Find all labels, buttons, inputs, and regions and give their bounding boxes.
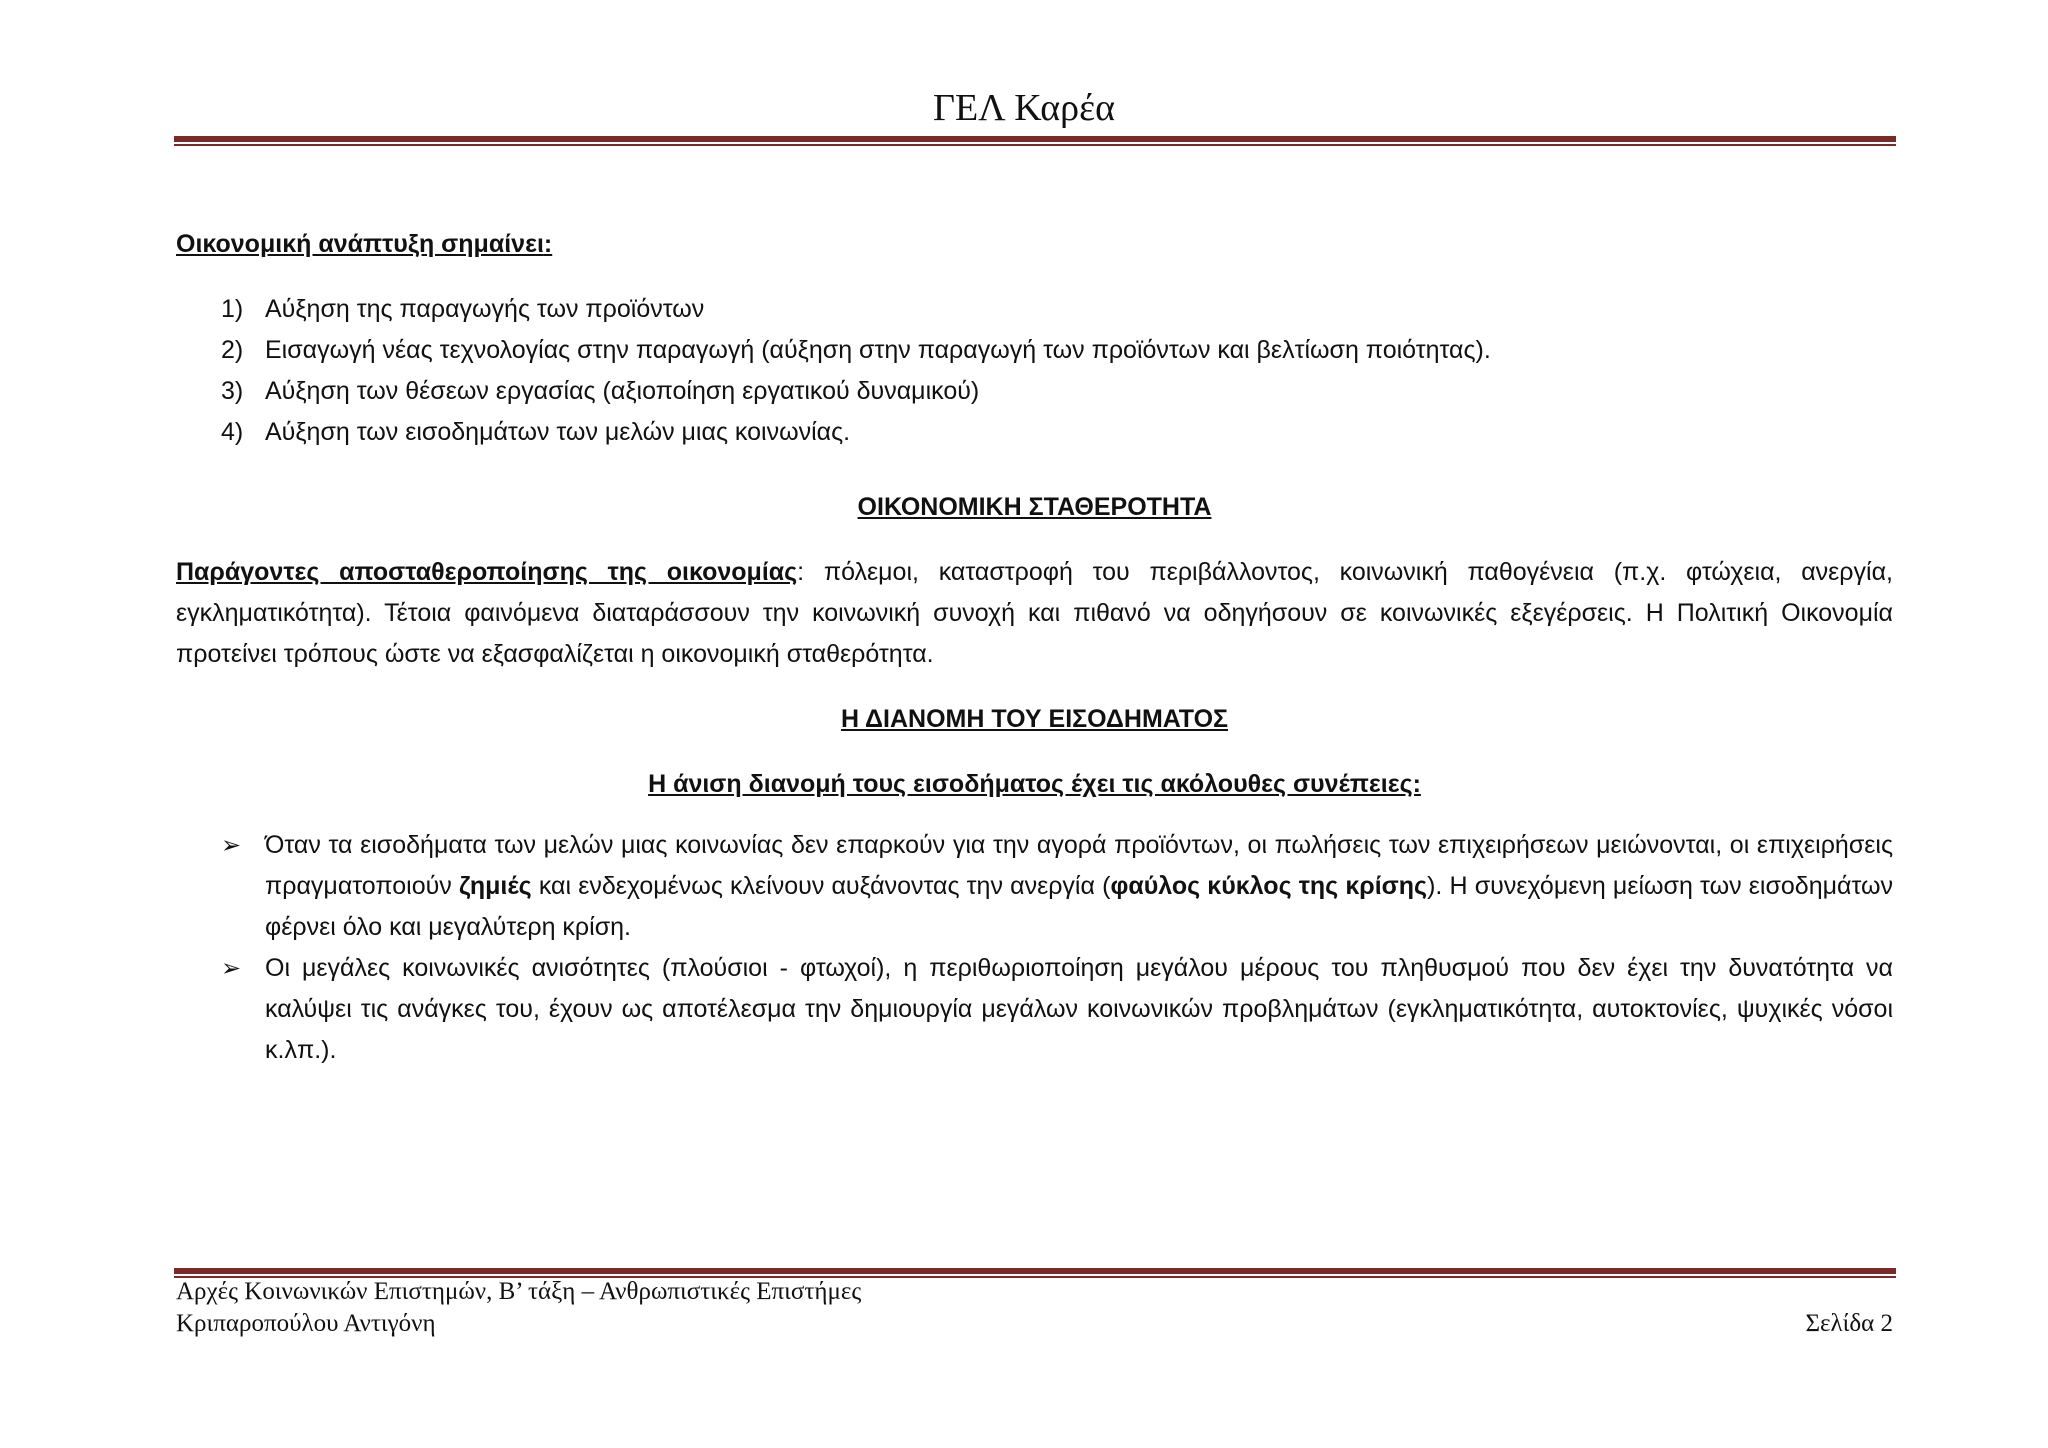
list-number: 3): [221, 377, 244, 405]
section-subheading-consequences: Η άνιση διανομή τους εισοδήματος έχει τις ακόλουθες συνέπειες:: [648, 770, 1421, 798]
list-item: ➢ Όταν τα εισοδήματα των μελών μιας κοινωνίας δεν επαρκούν για την αγορά προϊόντων, οι πωλήσεις των επιχειρήσεων μειώνονται, οι επιχειρήσεις πραγματοποιούν ζημιές και ενδεχομένως κλείνουν αυξάνοντας την ανεργία (φαύλος κύκλος της κρίσης). Η συνεχόμενη μείωση των εισοδημάτων φέρνει όλο και μεγαλύτερη κρίση.: [176, 825, 1893, 948]
list-item: [176, 330, 1893, 371]
page-number: Σελίδα 2: [1805, 1310, 1893, 1337]
list-item: ➢ Οι μεγάλες κοινωνικές ανισότητες (πλούσιοι - φτωχοί), η περιθωριοποίηση μεγάλου μέρους του πληθυσμού που δεν έχει την δυνατότητα να καλύψει τις ανάγκες του, έχουν ως αποτέλεσμα την δημιουργία μεγάλων κοινωνικών προβλημάτων (εγκληματικότητα, αυτοκτονίες, ψυχικές νόσοι κ.λπ.).: [176, 948, 1893, 1071]
header-title: ΓΕΛ Καρέα: [932, 87, 1116, 129]
header-rule: [174, 136, 1896, 146]
section-heading-economic-growth: Οικονομική ανάπτυξη σημαίνει:: [176, 230, 553, 258]
section-heading-economic-stability: ΟΙΚΟΝΟΜΙΚΗ ΣΤΑΘΕΡΟΤΗΤΑ: [857, 493, 1212, 521]
arrow-bullet-icon: ➢: [221, 955, 242, 982]
page-footer: [176, 1276, 1893, 1340]
growth-list: [176, 289, 1893, 453]
consequences-list: [176, 825, 1893, 1071]
list-number: 4): [221, 418, 244, 446]
list-text: Αύξηση των εισοδημάτων των μελών μιας κοινωνίας.: [265, 418, 851, 446]
list-item: [176, 371, 1893, 412]
list-text: Αύξηση της παραγωγής των προϊόντων: [265, 295, 705, 323]
list-item: [176, 289, 1893, 330]
page-content: [176, 224, 1893, 1071]
stability-body: : πόλεμοι, καταστροφή του περιβάλλοντος, κοινωνική παθογένεια (π.χ. φτώχεια, ανεργία, εγκληματικότητα). Τέτοια φαινόμενα διαταράσσουν την κοινωνική συνοχή και πιθανό να οδηγήσουν σε κοινωνικές εξεγέρσεις. Η Πολιτική Οικονομία προτείνει τρόπους ώστε να εξασφαλίζεται η οικονομική σταθερότητα.: [176, 558, 1893, 668]
stability-lead: Παράγοντες αποσταθεροποίησης της οικονομίας: [176, 558, 798, 586]
footer-author: Κριπαροπούλου Αντιγόνη: [176, 1310, 436, 1337]
footer-course: Αρχές Κοινωνικών Επιστημών, Β’ τάξη – Ανθρωπιστικές Επιστήμες: [176, 1278, 862, 1305]
list-text: Εισαγωγή νέας τεχνολογίας στην παραγωγή (αύξηση στην παραγωγή των προϊόντων και βελτίωση ποιότητας).: [265, 336, 1491, 364]
stability-paragraph: [176, 552, 1893, 675]
list-item: [176, 412, 1893, 453]
list-number: 1): [221, 295, 244, 323]
list-number: 2): [221, 336, 244, 364]
list-text: Αύξηση των θέσεων εργασίας (αξιοποίηση εργατικού δυναμικού): [265, 377, 980, 405]
arrow-bullet-icon: ➢: [221, 832, 242, 859]
section-heading-income-distribution: Η ΔΙΑΝΟΜΗ ΤΟΥ ΕΙΣΟΔΗΜΑΤΟΣ: [840, 705, 1229, 733]
